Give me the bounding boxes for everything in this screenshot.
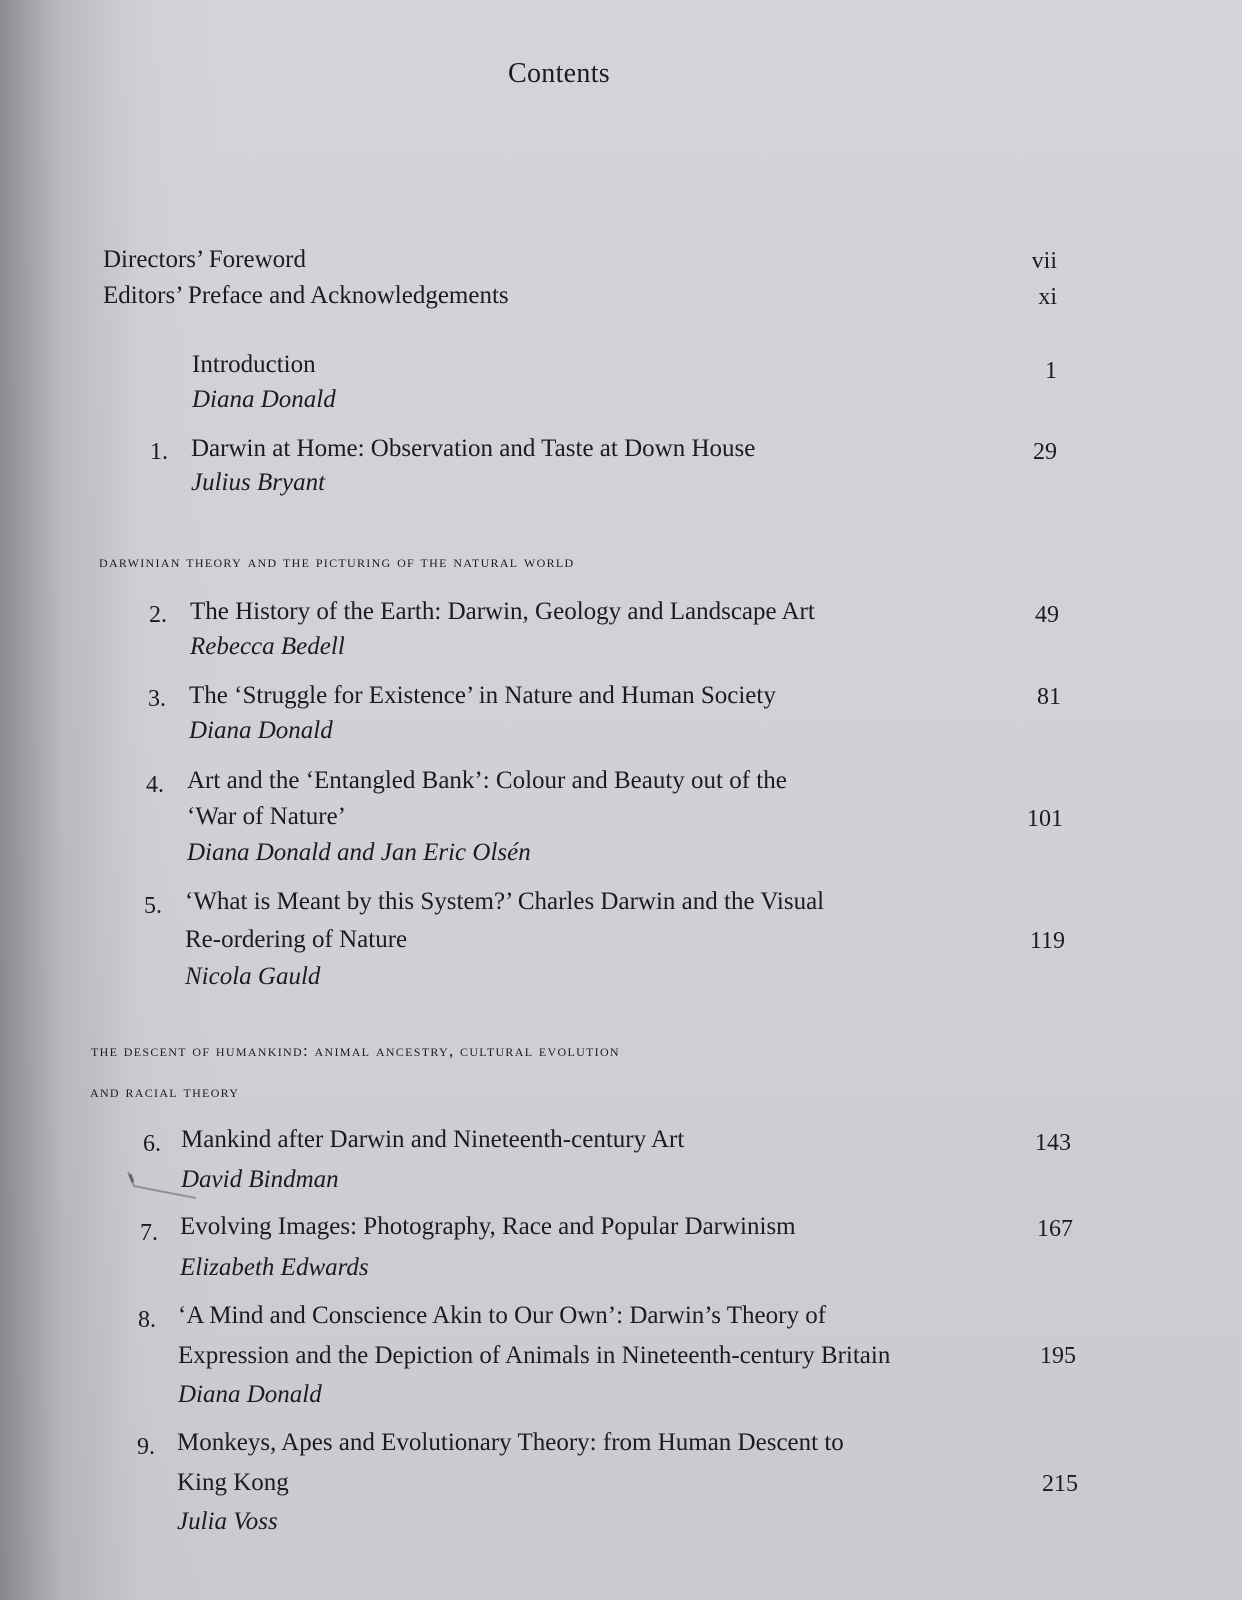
chapter-page: 167 bbox=[1037, 1216, 1073, 1242]
chapter-title: Evolving Images: Photography, Race and Popular Darwinism bbox=[180, 1213, 796, 1240]
toc-entry-title: Directors’ Foreword bbox=[103, 246, 306, 273]
chapter-number: 8. bbox=[138, 1307, 156, 1333]
pencil-mark-icon bbox=[124, 1168, 204, 1208]
chapter-page: 119 bbox=[1029, 928, 1065, 954]
chapter-author: Diana Donald bbox=[189, 717, 333, 744]
page-title: Contents bbox=[508, 58, 610, 89]
chapter-number: 9. bbox=[137, 1434, 155, 1460]
chapter-page: 1 bbox=[1045, 358, 1057, 384]
section-heading: darwinian theory and the picturing of the natural world bbox=[99, 552, 575, 571]
chapter-title: Expression and the Depiction of Animals in Nineteenth-century Britain bbox=[178, 1342, 891, 1369]
chapter-author: Elizabeth Edwards bbox=[180, 1254, 369, 1281]
chapter-number: 2. bbox=[149, 602, 167, 628]
chapter-number: 7. bbox=[140, 1220, 158, 1246]
chapter-number: 1. bbox=[150, 439, 168, 465]
chapter-author: Rebecca Bedell bbox=[190, 633, 345, 660]
chapter-title: The ‘Struggle for Existence’ in Nature and Human Society bbox=[189, 682, 776, 709]
chapter-title: ‘A Mind and Conscience Akin to Our Own’: Darwin’s Theory of bbox=[178, 1302, 827, 1329]
toc-entry-page: xi bbox=[1038, 284, 1057, 310]
chapter-number: 5. bbox=[144, 893, 162, 919]
chapter-title: Darwin at Home: Observation and Taste at Down House bbox=[191, 435, 756, 462]
chapter-title: ‘What is Meant by this System?’ Charles Darwin and the Visual bbox=[185, 888, 825, 915]
chapter-author: Diana Donald bbox=[178, 1381, 322, 1408]
chapter-page: 195 bbox=[1040, 1343, 1076, 1369]
chapter-page: 81 bbox=[1037, 684, 1061, 710]
chapter-number: 6. bbox=[143, 1131, 161, 1157]
chapter-title: Re-ordering of Nature bbox=[185, 926, 408, 953]
chapter-title: King Kong bbox=[177, 1469, 289, 1496]
chapter-title: ‘War of Nature’ bbox=[187, 803, 347, 830]
chapter-page: 49 bbox=[1035, 602, 1059, 628]
toc-entry-title: Editors’ Preface and Acknowledgements bbox=[103, 282, 509, 309]
section-heading: and racial theory bbox=[90, 1082, 240, 1101]
chapter-author: Julia Voss bbox=[177, 1508, 278, 1535]
chapter-title: Introduction bbox=[192, 351, 316, 378]
chapter-title: Mankind after Darwin and Nineteenth-century Art bbox=[181, 1126, 685, 1153]
chapter-page: 143 bbox=[1035, 1130, 1071, 1156]
chapter-number: 4. bbox=[146, 772, 164, 798]
chapter-number: 3. bbox=[148, 686, 166, 712]
toc-entry-page: vii bbox=[1031, 248, 1057, 274]
chapter-title: Art and the ‘Entangled Bank’: Colour and Beauty out of the bbox=[187, 767, 787, 794]
chapter-title: The History of the Earth: Darwin, Geology and Landscape Art bbox=[190, 598, 815, 625]
chapter-author: Diana Donald bbox=[192, 386, 336, 413]
chapter-author: Diana Donald and Jan Eric Olsén bbox=[187, 839, 531, 866]
chapter-page: 101 bbox=[1027, 806, 1063, 832]
chapter-author: David Bindman bbox=[181, 1166, 339, 1193]
section-heading: the descent of humankind: animal ancestry, cultural evolution bbox=[91, 1041, 620, 1060]
chapter-page: 29 bbox=[1033, 439, 1057, 465]
chapter-title: Monkeys, Apes and Evolutionary Theory: from Human Descent to bbox=[177, 1429, 844, 1456]
chapter-author: Julius Bryant bbox=[191, 469, 326, 496]
chapter-page: 215 bbox=[1042, 1471, 1078, 1497]
chapter-author: Nicola Gauld bbox=[185, 963, 321, 990]
